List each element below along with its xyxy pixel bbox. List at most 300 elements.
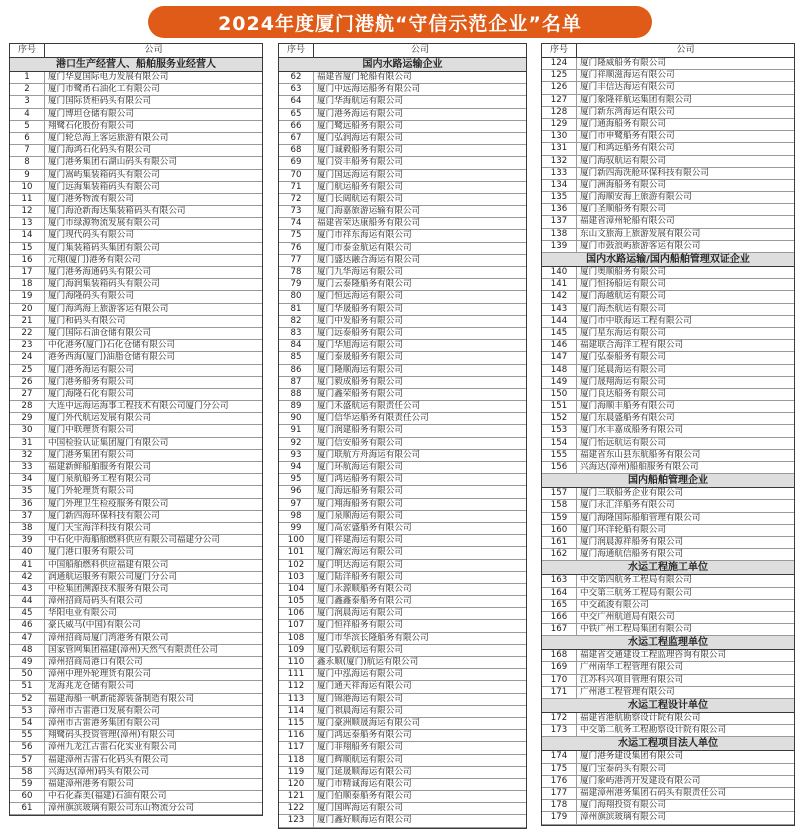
table-row [10,84,262,96]
company-name: 厦门新四海洗舱环保科技有限公司 [580,167,709,178]
row-number: 120 [279,779,314,790]
company-name: 厦门晟翔海运有限公司 [580,376,666,387]
table-row [279,730,526,742]
table-row [279,742,526,754]
table-row [542,328,794,340]
company-name: 厦门良达船务有限公司 [580,388,666,399]
table-row [10,121,262,133]
row-number: 60 [10,791,45,802]
company-name: 厦门华海航运有限公司 [317,96,403,107]
row-number: 132 [542,156,577,167]
company-name: 元翔(厦门)港务有限公司 [48,254,141,265]
company-name: 翔鹭石化股份有限公司 [48,120,134,131]
page-title: 2024年度厦门港航“守信示范企业”名单 [218,12,582,35]
company-name: 厦门象隆祥航运集团有限公司 [580,94,692,105]
table-row [279,328,526,340]
table-row [279,560,526,572]
header-number: 序号 [279,44,314,57]
table-row [10,767,262,779]
table-row [279,413,526,425]
table-row [542,131,794,143]
table-row [542,241,794,253]
table-row [542,304,794,316]
section-header: 国内船舶管理企业 [542,474,794,488]
table-row [10,365,262,377]
company-name: 厦门海嘉旅游运输有限公司 [317,206,421,217]
company-name: 厦门鑫好顺海运有限公司 [317,815,412,826]
row-number: 77 [279,255,314,266]
row-number: 47 [10,633,45,644]
company-name: 厦门泉航船务工程有限公司 [48,474,152,485]
row-number: 49 [10,657,45,668]
table-row [279,645,526,657]
company-name: 厦门市中联海运工程有限公司 [580,315,692,326]
table-row [279,352,526,364]
table-row [279,620,526,632]
company-name: 厦门海鸿海上旅游客运有限公司 [48,303,169,314]
table-row [10,755,262,767]
company-name: 厦门中联理货有限公司 [48,425,134,436]
table-row [542,340,794,352]
row-number: 112 [279,681,314,692]
table-row [10,547,262,559]
row-number: 37 [10,511,45,522]
row-number: 35 [10,486,45,497]
table-row [10,328,262,340]
row-number: 10 [10,182,45,193]
row-number: 12 [10,206,45,217]
table-row [279,486,526,498]
table-row [542,600,794,612]
company-name: 厦门恒祥船务有限公司 [317,620,403,631]
table-row [10,72,262,84]
table-row [542,229,794,241]
row-number: 72 [279,194,314,205]
company-name: 漳州旗滨玻璃有限公司 [580,812,666,823]
row-number: 90 [279,413,314,424]
table-row [542,82,794,94]
table-row [10,742,262,754]
row-number: 160 [542,525,577,536]
table-row [542,365,794,377]
row-number: 151 [542,401,577,412]
company-name: 港务西海(厦门)油脂仓储有限公司 [48,352,176,363]
row-number: 159 [542,513,577,524]
table-row [542,143,794,155]
row-number: 168 [542,650,577,661]
row-number: 73 [279,206,314,217]
table-row [542,450,794,462]
company-name: 福建漳州港务有限公司 [48,778,134,789]
table-row [279,474,526,486]
row-number: 127 [542,95,577,106]
table-row [542,788,794,800]
table-row [542,425,794,437]
row-number: 55 [10,730,45,741]
company-name: 厦门洲海船务有限公司 [580,179,666,190]
row-number: 102 [279,560,314,571]
company-name: 厦门轮总海上客运旅游有限公司 [48,132,169,143]
company-name: 厦门恒远海运有限公司 [317,291,403,302]
row-number: 26 [10,377,45,388]
table-row [279,681,526,693]
section-header: 港口生产经营人、船舶服务业经营人 [10,58,262,72]
company-name: 厦门圣顺船务有限公司 [580,204,666,215]
row-number: 99 [279,523,314,534]
company-name: 厦门高宏盛船务有限公司 [317,522,412,533]
row-number: 152 [542,413,577,424]
row-number: 78 [279,267,314,278]
table-row [279,218,526,230]
row-number: 15 [10,243,45,254]
company-name: 中检集团溯源技术服务有限公司 [48,583,169,594]
company-name: 厦门隆顺海运有限公司 [317,364,403,375]
table-row [542,776,794,788]
row-number: 104 [279,584,314,595]
table-row [10,730,262,742]
row-number: 116 [279,730,314,741]
company-name: 中石化中海船舶燃料供应有限公司福建分公司 [48,535,220,546]
table-header [10,44,262,58]
company-name: 厦门诚毅船务有限公司 [317,145,403,156]
table-row [10,657,262,669]
section-header: 国内水路运输企业 [279,58,526,72]
company-name: 厦门海隆码头有限公司 [48,291,134,302]
table-row [542,575,794,587]
table-row [542,119,794,131]
row-number: 20 [10,304,45,315]
table-row [279,499,526,511]
table-row [279,547,526,559]
row-number: 85 [279,352,314,363]
row-number: 44 [10,596,45,607]
company-name: 厦门中远海运船务有限公司 [317,84,421,95]
table-row [10,535,262,547]
list-column [541,43,795,826]
company-name: 厦门和鸿远船务有限公司 [580,143,675,154]
row-number: 40 [10,547,45,558]
table-row [279,669,526,681]
row-number: 2 [10,84,45,95]
table-row [542,192,794,204]
company-name: 厦门宝泰码头有限公司 [580,763,666,774]
table-row [279,438,526,450]
row-number: 119 [279,767,314,778]
company-name: 厦门现代码头有限公司 [48,230,134,241]
row-number: 179 [542,812,577,823]
table-row [542,279,794,291]
table-row [279,145,526,157]
row-number: 30 [10,425,45,436]
table-row [10,218,262,230]
company-name: 厦门海驭航运有限公司 [580,155,666,166]
row-number: 95 [279,474,314,485]
row-number: 33 [10,462,45,473]
table-row [279,389,526,401]
company-name: 厦门远泰船务有限公司 [317,327,403,338]
table-row [542,58,794,70]
row-number: 53 [10,706,45,717]
table-row [279,279,526,291]
list-column [278,43,527,829]
company-name: 厦门嵩屿集装箱码头有限公司 [48,169,160,180]
table-row [10,109,262,121]
company-name: 厦门星东海运有限公司 [580,327,666,338]
company-name: 中石化森美(福建)石油有限公司 [48,791,167,802]
table-row [10,316,262,328]
company-name: 福建新鲜船舶服务有限公司 [48,462,152,472]
row-number: 155 [542,450,577,461]
company-name: 厦门联航方舟海运有限公司 [317,449,421,460]
company-name: 福建省港航勘察设计院有限公司 [580,713,701,723]
company-name: 厦门三联船务企业有限公司 [580,488,684,499]
company-name: 大连中远海运海事工程技术有限公司厦门分公司 [48,401,229,412]
table-row [542,438,794,450]
row-number: 158 [542,500,577,511]
company-name: 厦门奥顺船务有限公司 [580,267,666,277]
row-number: 25 [10,365,45,376]
row-number: 88 [279,389,314,400]
company-name: 厦门港务海运有限公司 [48,364,134,375]
table-row [10,377,262,389]
company-name: 厦门国际货柜码头有限公司 [48,96,152,107]
row-number: 105 [279,596,314,607]
company-name: 厦门资丰船务有限公司 [317,157,403,168]
table-row [10,608,262,620]
table-row [279,157,526,169]
table-row [542,204,794,216]
row-number: 103 [279,572,314,583]
section-header: 水运工程施工单位 [542,561,794,575]
company-name: 厦门海顺丰船务有限公司 [580,401,675,412]
row-number: 51 [10,681,45,692]
table-row [542,216,794,228]
table-row [279,182,526,194]
company-name: 厦门隆威船务有限公司 [580,58,666,68]
company-name: 厦门延晨海运有限公司 [580,364,666,375]
list-column [9,43,263,816]
row-number: 110 [279,657,314,668]
row-number: 64 [279,96,314,107]
table-row [279,206,526,218]
table-row [542,291,794,303]
header-company: 公司 [676,45,695,55]
row-number: 52 [10,694,45,705]
company-name: 厦门市申鹭船务有限公司 [580,131,675,142]
table-row [279,291,526,303]
company-name: 鑫永顺(厦门)航运有限公司 [317,657,419,667]
header-number: 序号 [10,44,45,57]
row-number: 123 [279,815,314,826]
company-name: 漳州市古雷港务集团有限公司 [48,717,160,728]
row-number: 50 [10,669,45,680]
row-number: 130 [542,131,577,142]
company-name: 厦门翔海船务有限公司 [317,498,403,509]
row-number: 141 [542,279,577,290]
company-name: 厦门市泰金航运有限公司 [317,242,412,253]
row-number: 22 [10,328,45,339]
table-row [279,340,526,352]
row-number: 106 [279,608,314,619]
table-row [542,500,794,512]
row-number: 107 [279,620,314,631]
row-number: 154 [542,438,577,449]
company-name: 福建省漳州轮船有限公司 [580,216,675,227]
table-row [542,267,794,279]
row-number: 170 [542,675,577,686]
table-row [10,620,262,632]
row-number: 157 [542,488,577,499]
row-number: 5 [10,121,45,132]
row-number: 165 [542,600,577,611]
company-name: 厦门信安船务有限公司 [317,437,403,448]
company-name: 厦门鑫荣船务有限公司 [317,388,403,399]
row-number: 173 [542,725,577,736]
table-row [279,96,526,108]
row-number: 18 [10,279,45,290]
company-name: 翔鹭码头投资管理(漳州)有限公司 [48,730,176,741]
company-name: 厦门华晟船务有限公司 [317,303,403,314]
company-name: 福建漳州港务集团石码头有限责任公司 [580,787,727,798]
company-name: 厦门伯顺泰船务有限公司 [317,791,412,802]
table-row [10,230,262,242]
company-name: 华阳电业有限公司 [48,608,117,619]
row-number: 101 [279,547,314,558]
company-name: 厦门永汇洋船务有限公司 [580,500,675,511]
table-row [10,170,262,182]
table-row [542,675,794,687]
company-name: 厦门祥建海运有限公司 [317,535,403,546]
table-row [279,450,526,462]
company-name: 厦门毅成船务有限公司 [317,376,403,387]
company-name: 龙海兆龙仓储有限公司 [48,681,134,692]
company-name: 豪氏威马(中国)有限公司 [48,620,141,631]
row-number: 11 [10,194,45,205]
table-row [279,401,526,413]
table-row [10,645,262,657]
company-name: 厦门天宝海洋科技有限公司 [48,522,152,533]
table-row [10,401,262,413]
row-number: 67 [279,133,314,144]
table-row [542,352,794,364]
table-row [10,486,262,498]
company-name: 厦门港务物流有限公司 [48,193,134,204]
row-number: 108 [279,633,314,644]
table-row [10,584,262,596]
company-name: 厦门航运船务有限公司 [317,181,403,192]
company-name: 厦门新东湾海运有限公司 [580,106,675,117]
company-name: 厦门海隆国际船舶管理有限公司 [580,512,701,523]
table-header [279,44,526,58]
company-name: 厦门市精诚海运有限公司 [317,778,412,789]
table-row [279,230,526,242]
row-number: 135 [542,192,577,203]
row-number: 7 [10,145,45,156]
table-row [279,462,526,474]
table-row [10,779,262,791]
row-number: 65 [279,109,314,120]
table-row [279,803,526,815]
table-row [10,438,262,450]
company-name: 江苏科兴项目管理有限公司 [580,674,684,685]
row-number: 100 [279,535,314,546]
company-name: 漳州九龙江古雷石化实业有限公司 [48,742,177,753]
company-name: 厦门通海船务有限公司 [580,118,666,129]
table-row [279,718,526,730]
row-number: 79 [279,279,314,290]
row-number: 164 [542,588,577,599]
company-name: 厦门水丰嘉成船务有限公司 [580,425,684,436]
company-name: 厦门海翔投资有限公司 [580,800,666,811]
row-number: 86 [279,365,314,376]
company-name: 广州南华工程管理有限公司 [580,662,684,673]
company-name: 福建联合海洋工程有限公司 [580,340,684,351]
table-row [279,815,526,827]
company-name: 厦门润建船务有限公司 [317,425,403,436]
company-name: 福建省东山县东航船务有限公司 [580,449,701,460]
row-number: 23 [10,340,45,351]
table-row [10,182,262,194]
company-name: 厦门市华滨长隆船务有限公司 [317,632,429,643]
row-number: 161 [542,537,577,548]
table-row [542,389,794,401]
company-name: 厦门弘泰船务有限公司 [580,352,666,363]
header-number: 序号 [542,44,577,57]
table-row [542,588,794,600]
row-number: 143 [542,304,577,315]
company-name: 厦门远海集装箱码头有限公司 [48,181,160,192]
row-number: 128 [542,107,577,118]
row-number: 6 [10,133,45,144]
row-number: 89 [279,401,314,412]
table-row [542,687,794,699]
row-number: 146 [542,340,577,351]
table-row [10,133,262,145]
company-name: 厦门九华海运有限公司 [317,267,403,277]
company-name: 厦门通天祥海运有限公司 [317,681,412,692]
table-row [542,650,794,662]
row-number: 92 [279,438,314,449]
table-row [279,523,526,535]
company-name: 福建海船一帆新能源装备制造有限公司 [48,693,195,704]
row-number: 28 [10,401,45,412]
company-name: 厦门华旭海运有限公司 [317,340,403,351]
company-name: 厦门港务船务有限公司 [48,376,134,387]
company-name: 厦门国际石油仓储有限公司 [48,327,152,338]
table-row [279,109,526,121]
company-name: 福建漳州古雷石化码头有限公司 [48,754,169,765]
table-row [279,133,526,145]
row-number: 57 [10,755,45,766]
row-number: 80 [279,291,314,302]
table-row [279,121,526,133]
row-number: 56 [10,742,45,753]
company-name: 中国船舶燃料供应福建有限公司 [48,559,169,570]
row-number: 162 [542,549,577,560]
company-name: 中交第三航务工程局有限公司 [580,587,692,598]
table-row [542,525,794,537]
company-name: 兴海达(漳州)船舶服务有限公司 [580,462,699,472]
row-number: 140 [542,267,577,278]
company-name: 福建省荣达康船务有限公司 [317,218,421,229]
company-name: 厦门国晖海运有限公司 [317,803,403,814]
company-name: 厦门云泰隆船务有限公司 [317,279,412,290]
table-row [10,511,262,523]
table-row [542,168,794,180]
table-row [10,669,262,681]
row-number: 58 [10,767,45,778]
company-name: 漳州招商局码头有限公司 [48,596,143,607]
